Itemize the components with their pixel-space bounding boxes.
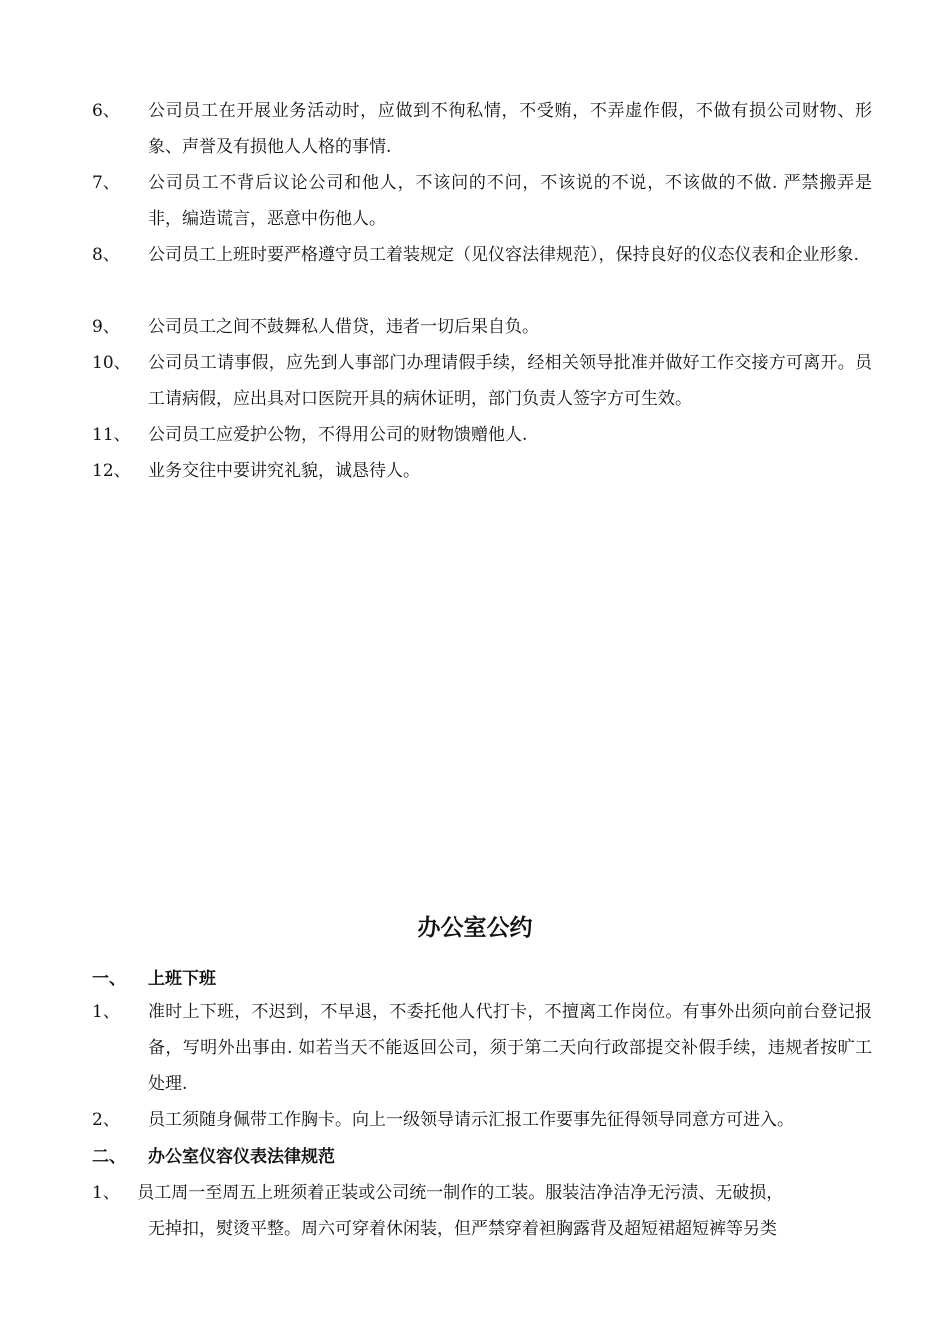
list-item bbox=[92, 1175, 872, 1247]
list-item-number: 1、 bbox=[92, 1002, 120, 1022]
document-title: 办公室公约 bbox=[417, 915, 533, 941]
section-heading bbox=[92, 961, 872, 997]
list-item-text: 员工须随身佩带工作胸卡。向上一级领导请示汇报工作要事先征得领导同意方可进入。 bbox=[148, 1110, 794, 1130]
list-item-number: 6、 bbox=[92, 101, 120, 121]
list-item bbox=[92, 237, 872, 273]
list-item-number: 9、 bbox=[92, 317, 120, 337]
section-heading-text: 上班下班 bbox=[148, 969, 216, 989]
list-item bbox=[92, 1102, 872, 1138]
section-number: 二、 bbox=[92, 1147, 126, 1167]
list-item-text: 业务交往中要讲究礼貌，诚恳待人。 bbox=[148, 461, 420, 481]
list-item-continuation: 无掉扣，熨烫平整。周六可穿着休闲装，但严禁穿着袒胸露背及超短裙超短裤等另类 bbox=[148, 1219, 777, 1239]
list-item-text: 公司员工在开展业务活动时，应做到不徇私情，不受贿，不弄虚作假，不做有损公司财物、形象、声誉及有损他人人格的事情. bbox=[148, 101, 872, 157]
list-item bbox=[92, 345, 872, 417]
list-item bbox=[92, 93, 872, 165]
section-heading bbox=[92, 1139, 872, 1175]
list-item-number: 10、 bbox=[92, 353, 131, 373]
list-item bbox=[92, 417, 872, 453]
list-item-text: 公司员工之间不鼓舞私人借贷，违者一切后果自负。 bbox=[148, 317, 539, 337]
list-item-text: 员工周一至周五上班须着正装或公司统一制作的工装。服装洁净洁净无污渍、无破损， bbox=[137, 1183, 784, 1203]
list-item bbox=[92, 453, 872, 489]
list-item-text: 公司员工不背后议论公司和他人，不该问的不问，不该说的不说，不该做的不做. 严禁搬弄是非，编造谎言，恶意中伤他人。 bbox=[148, 173, 872, 229]
list-item-text: 公司员工上班时要严格遵守员工着装规定（见仪容法律规范），保持良好的仪态仪表和企业形象. bbox=[148, 245, 859, 265]
list-item-number: 2、 bbox=[92, 1110, 120, 1130]
list-item-number: 1、 bbox=[92, 1183, 120, 1203]
section-number: 一、 bbox=[92, 969, 126, 989]
list-item-text: 准时上下班，不迟到，不早退，不委托他人代打卡，不擅离工作岗位。有事外出须向前台登记报备，写明外出事由. 如若当天不能返回公司，须于第二天向行政部提交补假手续，违规者按旷工处理. bbox=[148, 1002, 872, 1094]
section-heading-text: 办公室仪容仪表法律规范 bbox=[148, 1147, 335, 1167]
list-item-text: 公司员工应爱护公物，不得用公司的财物馈赠他人. bbox=[148, 425, 528, 445]
list-item-number: 7、 bbox=[92, 173, 120, 193]
list-item-first-line bbox=[92, 1175, 872, 1211]
list-item bbox=[92, 309, 872, 345]
list-item-number: 11、 bbox=[92, 425, 131, 445]
list-item-number: 12、 bbox=[92, 461, 131, 481]
list-item bbox=[92, 994, 872, 1102]
list-item-text: 公司员工请事假，应先到人事部门办理请假手续，经相关领导批准并做好工作交接方可离开。员工请病假，应出具对口医院开具的病休证明，部门负责人签字方可生效。 bbox=[148, 353, 872, 409]
list-item-number: 8、 bbox=[92, 245, 120, 265]
list-item bbox=[92, 165, 872, 237]
